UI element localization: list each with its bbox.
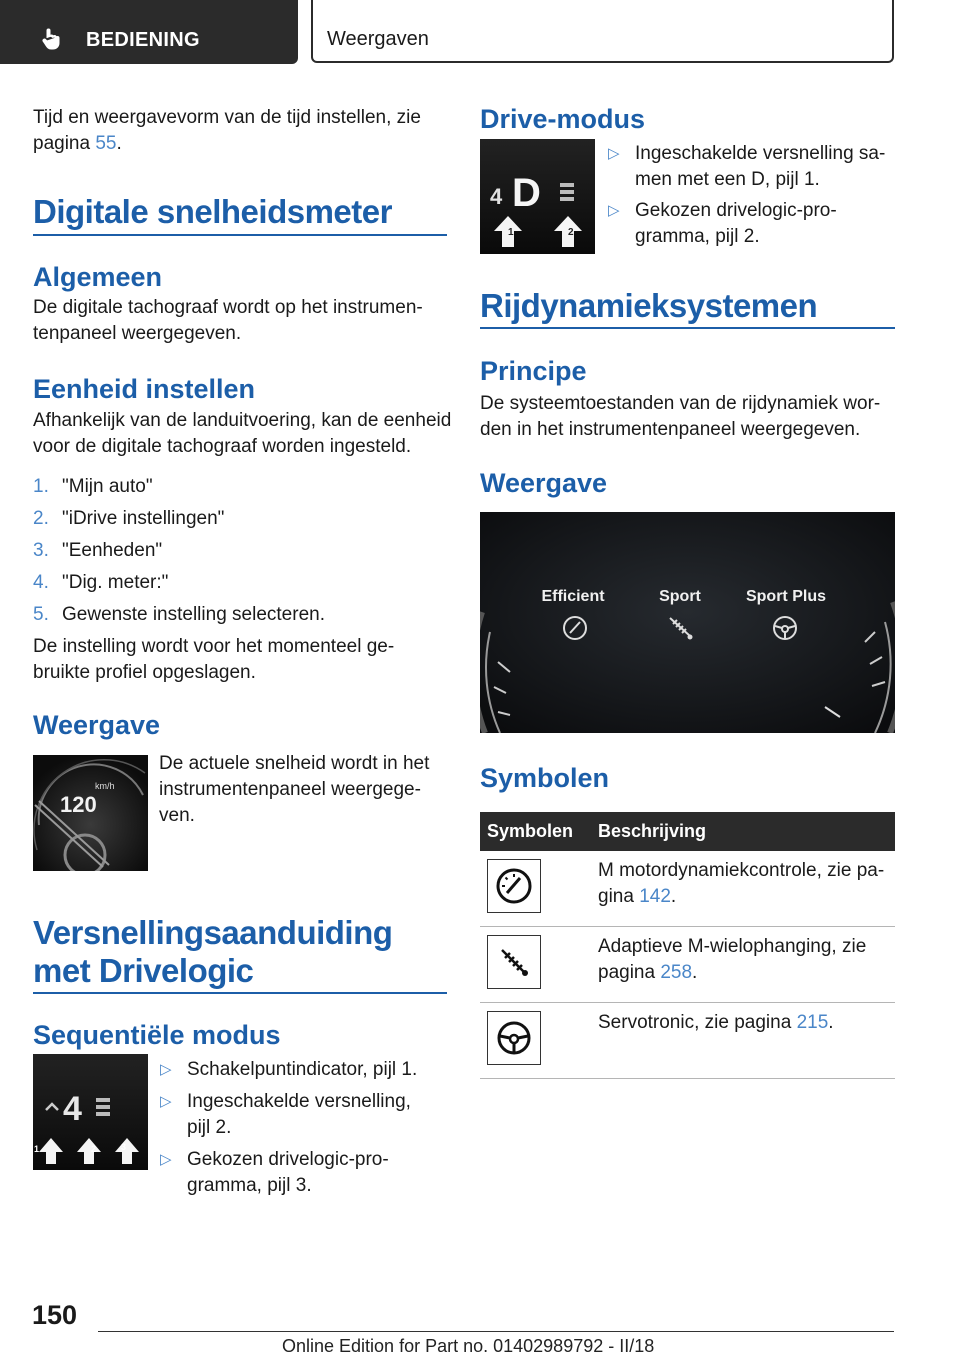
heading-digitale-snelheidsmeter: Digitale snelheidsmeter xyxy=(33,193,392,230)
heading-algemeen: Algemeen xyxy=(33,262,163,292)
intro-text: pagina xyxy=(33,133,96,154)
bullet-line-1: Gekozen drivelogic-pro- xyxy=(187,1149,389,1170)
heading-symbolen: Symbolen xyxy=(480,763,610,793)
page-number: 150 xyxy=(32,1300,78,1330)
eenheid-line-2: voor de digitale tachograaf worden ingesteld. xyxy=(33,436,412,457)
hand-pointer-icon xyxy=(40,27,64,51)
heading-rule xyxy=(33,234,447,236)
section-tab xyxy=(0,0,298,64)
heading-line-2: met Drivelogic xyxy=(33,952,254,989)
eenheid-paragraph xyxy=(33,408,451,460)
row-end: . xyxy=(828,1012,834,1033)
heading-rijdynamieksystemen: Rijdynamieksystemen xyxy=(480,287,818,324)
column-header-beschrijving: Beschrijving xyxy=(598,821,707,841)
triangle-bullet-icon: ▷ xyxy=(160,1061,172,1078)
bullet-text: Schakelpuntindicator, pijl 1. xyxy=(187,1059,418,1080)
digital-speedometer-image xyxy=(33,755,148,871)
heading-versnellingsaanduiding xyxy=(33,914,392,990)
list-number: 3. xyxy=(33,540,49,561)
heading-weergave-left: Weergave xyxy=(33,710,161,740)
bullet-line-2: gramma, pijl 3. xyxy=(187,1175,312,1196)
heading-line-1: Versnellingsaanduiding xyxy=(33,914,393,951)
svg-text:2: 2 xyxy=(568,227,574,238)
list-text: "Mijn auto" xyxy=(62,476,153,497)
svg-text:1: 1 xyxy=(34,1144,40,1154)
steering-wheel-icon xyxy=(487,1011,541,1065)
eenheid-line-1: Afhankelijk van de landuitvoering, kan de eenheid xyxy=(33,410,452,431)
row-line-1 xyxy=(598,1010,834,1036)
save-paragraph xyxy=(33,634,394,686)
bullet-line-1: Gekozen drivelogic-pro- xyxy=(635,200,837,221)
list-number: 4. xyxy=(33,572,49,593)
list-text: Gewenste instelling selecteren. xyxy=(62,604,325,625)
table-header xyxy=(480,812,895,851)
edition-text: Online Edition for Part no. 01402989792 - II/18 xyxy=(282,1336,655,1356)
footer-rule xyxy=(98,1331,894,1332)
save-line-1: De instelling wordt voor het momenteel ge- xyxy=(33,636,395,657)
speedometer-icon xyxy=(487,859,541,913)
symbols-table xyxy=(480,812,895,1079)
speed-unit: km/h xyxy=(95,781,115,791)
svg-text:1: 1 xyxy=(508,227,514,238)
intro-end: . xyxy=(116,133,122,154)
sequential-gear-image xyxy=(33,1054,148,1170)
drive-mode-graphic xyxy=(480,139,595,254)
table-row xyxy=(480,851,895,927)
section-title: BEDIENING xyxy=(86,29,200,51)
weergave-line-3: ven. xyxy=(159,805,195,826)
triangle-bullet-icon: ▷ xyxy=(160,1151,172,1168)
list-text: "Dig. meter:" xyxy=(62,572,169,593)
bullet-text xyxy=(187,1089,411,1141)
heading-drive-modus: Drive-modus xyxy=(480,104,646,134)
heading-rule xyxy=(33,992,447,994)
list-text: "Eenheden" xyxy=(62,540,163,561)
mode-sport: Sport xyxy=(659,588,701,605)
suspension-icon xyxy=(487,935,541,989)
principe-line-2: den in het instrumentenpaneel weergegeven. xyxy=(480,419,861,440)
intro-paragraph xyxy=(33,105,447,157)
page-link-215[interactable]: 215 xyxy=(796,1012,829,1033)
algemeen-line-2: tenpaneel weergegeven. xyxy=(33,323,242,344)
list-number: 1. xyxy=(33,476,49,497)
bullet-line-2: pijl 2. xyxy=(187,1117,232,1138)
save-line-2: bruikte profiel opgeslagen. xyxy=(33,662,256,683)
row-description xyxy=(598,858,884,910)
mode-sport-plus: Sport Plus xyxy=(745,588,827,605)
chapter-tab xyxy=(311,0,894,63)
triangle-bullet-icon: ▷ xyxy=(160,1093,172,1110)
svg-text:2: 2 xyxy=(91,1144,97,1154)
list-number: 2. xyxy=(33,508,49,529)
row-text: pagina xyxy=(598,962,661,983)
bullet-text xyxy=(635,198,837,250)
speedometer-graphic xyxy=(33,755,148,871)
page-link-258[interactable]: 258 xyxy=(660,962,693,983)
weergave-paragraph xyxy=(159,751,429,829)
row-description xyxy=(598,1010,834,1036)
row-end: . xyxy=(692,962,698,983)
triangle-bullet-icon: ▷ xyxy=(608,202,620,219)
bullet-text xyxy=(635,141,885,193)
row-line-1: Adaptieve M-wielophanging, zie xyxy=(598,936,867,957)
principe-line-1: De systeemtoestanden van de rijdynamiek wor- xyxy=(480,393,881,414)
intro-line-1: Tijd en weergavevorm van de tijd instellen, zie xyxy=(33,107,421,128)
heading-weergave-right: Weergave xyxy=(480,468,608,498)
algemeen-line-1: De digitale tachograaf wordt op het instrumen- xyxy=(33,297,423,318)
weergave-line-2: instrumentenpaneel weergege- xyxy=(159,779,421,800)
bullet-line-2: gramma, pijl 2. xyxy=(635,226,760,247)
speed-value: 120 xyxy=(60,792,97,817)
heading-principe: Principe xyxy=(480,356,587,386)
heading-rule xyxy=(480,327,895,329)
row-description xyxy=(598,934,866,986)
bullet-text xyxy=(187,1147,389,1199)
drive-gear-number: 4 xyxy=(490,184,503,209)
list-text: "iDrive instellingen" xyxy=(62,508,225,529)
svg-text:3: 3 xyxy=(121,1142,127,1152)
bullet-line-1: Ingeschakelde versnelling, xyxy=(187,1091,411,1112)
table-row xyxy=(480,927,895,1003)
heading-sequentiele-modus: Sequentiële modus xyxy=(33,1020,281,1050)
row-text: Servotronic, zie pagina xyxy=(598,1012,797,1033)
page-header xyxy=(0,0,960,66)
mode-efficient: Efficient xyxy=(541,588,605,605)
algemeen-paragraph xyxy=(33,295,423,347)
driving-modes-graphic xyxy=(480,512,895,733)
row-text: gina xyxy=(598,886,640,907)
table-row xyxy=(480,1003,895,1079)
bullet-line-1: Ingeschakelde versnelling sa- xyxy=(635,143,886,164)
list-number: 5. xyxy=(33,604,49,625)
column-header-symbolen: Symbolen xyxy=(487,821,574,841)
triangle-bullet-icon: ▷ xyxy=(608,145,620,162)
driving-modes-display xyxy=(480,512,895,733)
page-link-55[interactable]: 55 xyxy=(95,133,117,154)
intro-line-2 xyxy=(33,131,447,157)
drive-mode-image xyxy=(480,139,595,254)
drive-letter: D xyxy=(512,171,541,215)
bullet-line-2: men met een D, pijl 1. xyxy=(635,169,820,190)
row-line-1: M motordynamiekcontrole, zie pa- xyxy=(598,860,885,881)
chapter-title: Weergaven xyxy=(327,28,429,50)
row-line-2 xyxy=(598,960,866,986)
principe-paragraph xyxy=(480,391,880,443)
gear-number: 4 xyxy=(63,1090,82,1128)
weergave-line-1: De actuele snelheid wordt in het xyxy=(159,753,430,774)
page-link-142[interactable]: 142 xyxy=(639,886,671,907)
sequential-gear-graphic xyxy=(33,1054,148,1170)
heading-eenheid-instellen: Eenheid instellen xyxy=(33,374,256,404)
row-end: . xyxy=(670,886,677,907)
row-line-2 xyxy=(598,884,884,910)
